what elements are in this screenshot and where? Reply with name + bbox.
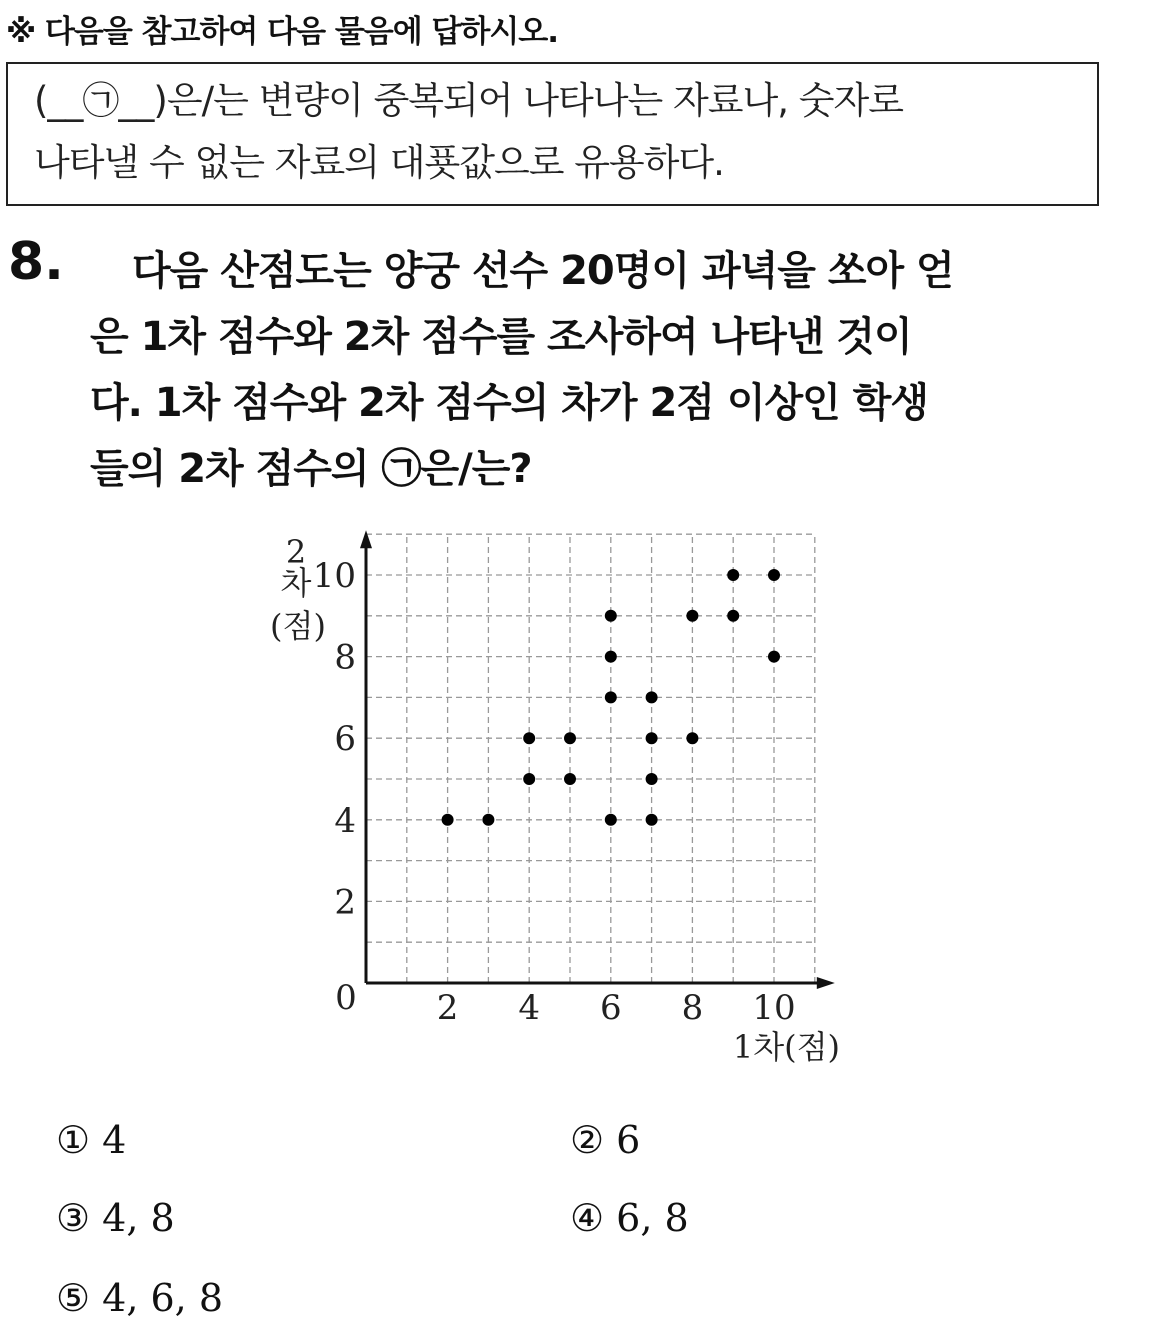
choice-5-number: ⑤ (56, 1276, 91, 1320)
data-point (442, 814, 454, 826)
choice-4-text: 6, 8 (616, 1196, 689, 1240)
data-point (686, 732, 698, 744)
data-point (564, 732, 576, 744)
choice-4-number: ④ (570, 1196, 605, 1240)
data-point (646, 691, 658, 703)
instruction: ※ 다음을 참고하여 다음 물음에 답하시오. (6, 14, 559, 50)
y-tick-label: 6 (334, 719, 356, 760)
chart-grid (366, 534, 815, 983)
y-tick-label: 2 (334, 882, 356, 923)
data-point (727, 610, 739, 622)
data-point (768, 651, 780, 663)
data-point (605, 814, 617, 826)
question-line-2: 은 1차 점수와 2차 점수를 조사하여 나타낸 것이 (90, 314, 912, 360)
question-number: 8. (8, 232, 64, 292)
data-point (564, 773, 576, 785)
chart-axes (360, 530, 835, 989)
choice-3-text: 4, 8 (102, 1196, 175, 1240)
choice-2-number: ② (570, 1118, 605, 1162)
choice-3-number: ③ (56, 1196, 91, 1240)
y-tick-label: 10 (312, 556, 356, 596)
data-point (727, 569, 739, 581)
question-line-4: 들의 2차 점수의 ㉠은/는? (90, 446, 532, 492)
data-point (523, 773, 535, 785)
x-tick-label: 6 (599, 988, 622, 1028)
x-axis-label: 1차(점) (732, 1028, 840, 1066)
choice-2-text: 6 (616, 1118, 641, 1162)
choice-2[interactable] (570, 1118, 640, 1162)
y-tick-label: 8 (334, 637, 356, 678)
data-point (605, 610, 617, 622)
choice-1[interactable] (56, 1118, 126, 1162)
choice-3[interactable] (56, 1196, 175, 1240)
reference-line-1: (__㉠__)은/는 변량이 중복되어 나타나는 자료나, 숫자로 (34, 79, 904, 122)
data-point (646, 773, 658, 785)
choice-5[interactable] (56, 1276, 223, 1320)
data-point (686, 610, 698, 622)
question-line-3: 다. 1차 점수와 2차 점수의 차가 2점 이상인 학생 (90, 380, 928, 426)
x-axis-arrow (817, 977, 835, 989)
data-point (646, 732, 658, 744)
y-axis-arrow (360, 530, 372, 548)
data-point (523, 732, 535, 744)
choice-5-text: 4, 6, 8 (102, 1276, 224, 1320)
chart-ticks (313, 556, 796, 1028)
data-point (646, 814, 658, 826)
y-axis-label-2: 차 (280, 564, 312, 602)
choice-4[interactable] (570, 1196, 689, 1240)
question-line-1: 다음 산점도는 양궁 선수 20명이 과녁을 쏘아 얻 (132, 248, 954, 294)
origin-label: 0 (335, 978, 357, 1018)
data-point (605, 651, 617, 663)
choice-1-text: 4 (102, 1118, 127, 1162)
data-point (768, 569, 780, 581)
x-tick-label: 4 (518, 988, 541, 1028)
y-axis-label-1: 2 (285, 533, 307, 571)
y-axis-label-3: (점) (270, 607, 326, 645)
data-point (482, 814, 494, 826)
reference-line-2: 나타낼 수 없는 자료의 대푯값으로 유용하다. (34, 141, 724, 184)
choice-1-number: ① (56, 1118, 91, 1162)
x-tick-label: 2 (436, 988, 459, 1028)
x-tick-label: 8 (681, 988, 704, 1028)
y-tick-label: 4 (334, 800, 356, 841)
x-tick-label: 10 (752, 988, 796, 1028)
data-point (605, 691, 617, 703)
